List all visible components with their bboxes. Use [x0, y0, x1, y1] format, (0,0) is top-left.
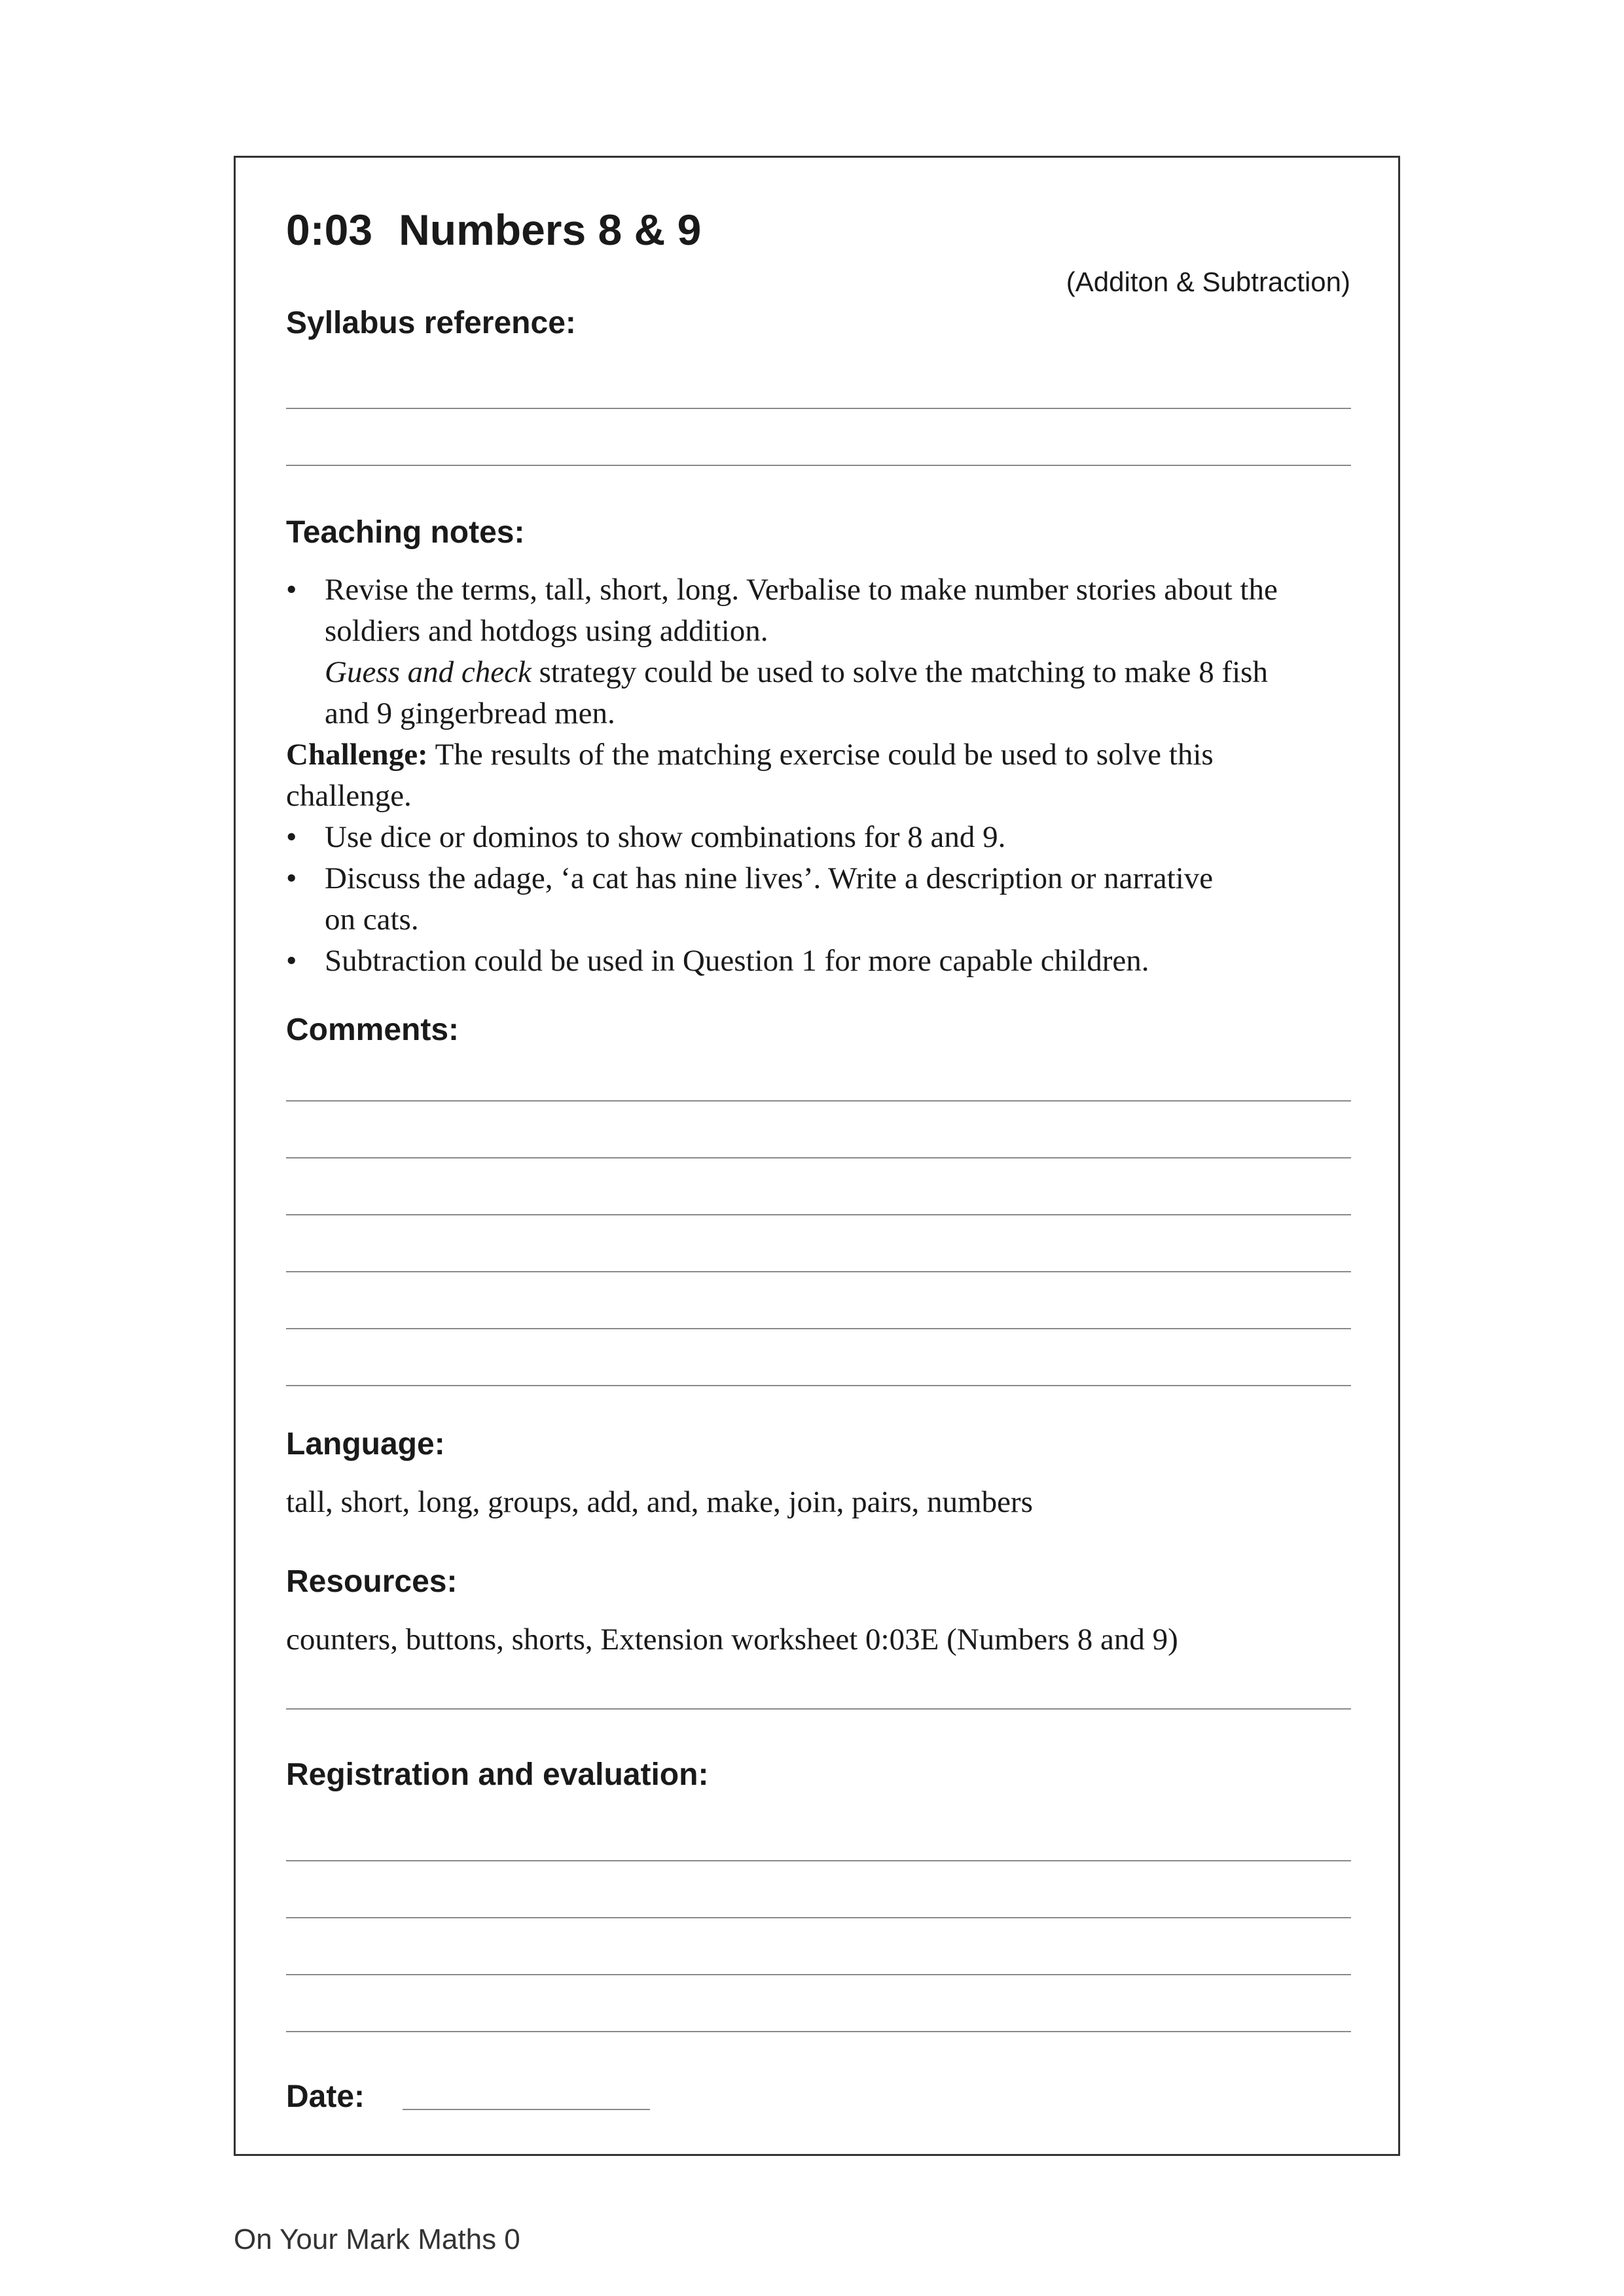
teaching-notes-heading: Teaching notes:: [286, 515, 525, 550]
note-text: Subtraction could be used in Question 1 for more capable children.: [325, 944, 1149, 978]
registration-writing-line[interactable]: [286, 1860, 1351, 1861]
note-text: Revise the terms, tall, short, long. Verbalise to make number stories about the: [325, 573, 1278, 607]
comments-writing-line[interactable]: [286, 1157, 1351, 1158]
registration-writing-line[interactable]: [286, 1917, 1351, 1918]
note-text: and 9 gingerbread men.: [325, 696, 615, 730]
note-text: on cats.: [325, 903, 419, 937]
page-frame: [234, 156, 1400, 2156]
resources-heading: Resources:: [286, 1564, 458, 1599]
syllabus-writing-line[interactable]: [286, 408, 1351, 409]
comments-writing-line[interactable]: [286, 1271, 1351, 1272]
teaching-notes-body: [286, 569, 1360, 982]
note-bullet-1: [286, 569, 1360, 611]
resources-writing-line[interactable]: [286, 1708, 1351, 1710]
registration-heading: Registration and evaluation:: [286, 1757, 709, 1792]
challenge-continuation: [286, 776, 1360, 817]
note-text: strategy could be used to solve the matching to make 8 fish: [531, 655, 1268, 689]
note-bullet-2: [286, 817, 1360, 858]
note-text: Discuss the adage, ‘a cat has nine lives’. Write a description or narrative: [325, 861, 1214, 895]
lesson-code: 0:03: [286, 206, 373, 254]
note-continuation: [286, 899, 1360, 941]
comments-writing-line[interactable]: [286, 1100, 1351, 1102]
comments-heading: Comments:: [286, 1013, 460, 1047]
page-title: [286, 206, 702, 254]
note-continuation: [286, 693, 1360, 734]
registration-writing-line[interactable]: [286, 1974, 1351, 1975]
language-heading: Language:: [286, 1427, 445, 1462]
challenge-label: Challenge:: [286, 738, 428, 772]
note-continuation: [286, 611, 1360, 652]
note-bullet-4: [286, 941, 1360, 982]
footer-text: On Your Mark Maths 0: [234, 2223, 520, 2255]
comments-writing-line[interactable]: [286, 1214, 1351, 1215]
challenge-line: [286, 734, 1360, 776]
note-text: soldiers and hotdogs using addition.: [325, 614, 768, 648]
challenge-text: The results of the matching exercise could be used to solve this: [427, 738, 1214, 772]
date-writing-line[interactable]: [403, 2109, 650, 2110]
note-bullet-3: [286, 858, 1360, 899]
resources-text: counters, buttons, shorts, Extension worksheet 0:03E (Numbers 8 and 9): [286, 1623, 1178, 1657]
language-text: tall, short, long, groups, add, and, make, join, pairs, numbers: [286, 1485, 1033, 1519]
registration-writing-line[interactable]: [286, 2031, 1351, 2032]
note-emphasis: Guess and check: [325, 655, 532, 689]
lesson-title: Numbers 8 & 9: [399, 206, 702, 254]
syllabus-writing-line[interactable]: [286, 465, 1351, 466]
note-continuation: [286, 652, 1360, 693]
lesson-subtitle: (Additon & Subtraction): [1066, 266, 1350, 297]
comments-writing-line[interactable]: [286, 1385, 1351, 1386]
date-label: Date:: [286, 2079, 365, 2114]
note-text: Use dice or dominos to show combinations for 8 and 9.: [325, 820, 1006, 854]
comments-writing-line[interactable]: [286, 1328, 1351, 1329]
syllabus-heading: Syllabus reference:: [286, 306, 576, 340]
challenge-text: challenge.: [286, 779, 412, 813]
